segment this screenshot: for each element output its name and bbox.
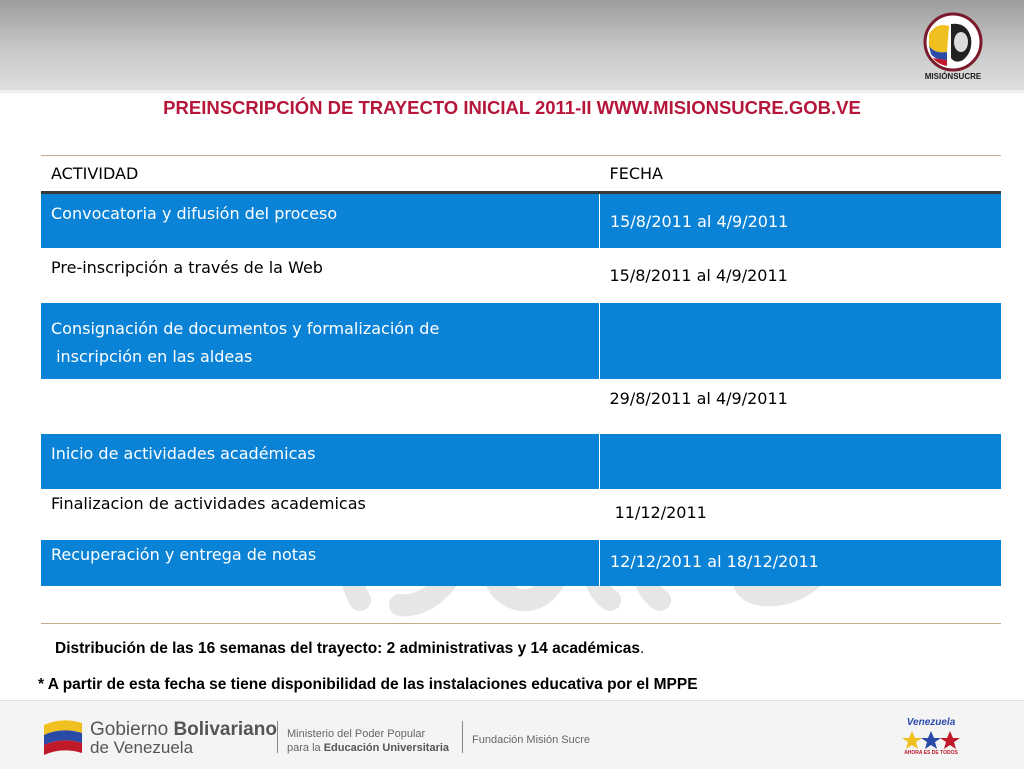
stars-icon (900, 729, 962, 751)
activity-cell: Pre-inscripción a través de la Web (41, 248, 600, 303)
page-title: PREINSCRIPCIÓN DE TRAYECTO INICIAL 2011-II WWW.MISIONSUCRE.GOB.VE (163, 97, 861, 118)
venezuela-wordmark: Venezuela (906, 717, 956, 728)
venezuela-logo (900, 717, 962, 757)
ministry-name: Educación Universitaria (323, 742, 450, 754)
portrait-emblem-icon (917, 12, 989, 72)
activity-cell: Recuperación y entrega de notas (41, 540, 600, 586)
table-header-row (41, 156, 1001, 193)
mision-sucre-logo (917, 12, 989, 90)
venezuela-flag-icon (42, 717, 84, 755)
foundation-label: Fundación Misión Sucre (472, 734, 591, 746)
footer-divider (277, 721, 278, 753)
ministry-line-2 (287, 742, 449, 754)
header-date: FECHA (600, 156, 1002, 193)
table-row (41, 379, 1001, 434)
logo-name: SUCRE (953, 72, 982, 81)
activity-cell: Finalizacion de actividades academicas (41, 489, 600, 540)
venezuela-slogan: AHORA ES DE TODOS (904, 750, 958, 756)
ministry-para: para la (287, 742, 324, 754)
date-cell: 15/8/2011 al 4/9/2011 (600, 248, 1002, 303)
footer-divider (462, 721, 463, 753)
activity-line-1: Consignación de documentos y formalización de (51, 318, 440, 338)
activity-cell (41, 303, 600, 379)
date-cell: 15/8/2011 al 4/9/2011 (600, 193, 1002, 248)
distribution-period: . (639, 640, 645, 657)
logo-prefix: MISIÓN (924, 72, 954, 81)
gobierno-word: Gobierno (90, 719, 174, 740)
schedule-table (41, 155, 1001, 586)
date-cell (600, 303, 1002, 379)
distribution-text: Distribución de las 16 semanas del trayecto: 2 administrativas y 14 académicas (55, 640, 640, 657)
bolivariano-word: Bolivariano (173, 719, 277, 740)
date-cell (600, 434, 1002, 489)
activity-line-2: inscripción en las aldeas (51, 346, 253, 366)
gobierno-line-2: de Venezuela (90, 738, 194, 757)
activity-cell (41, 379, 600, 434)
date-cell: 29/8/2011 al 4/9/2011 (600, 379, 1002, 434)
table-row (41, 193, 1001, 248)
table-row (41, 489, 1001, 540)
table-row (41, 248, 1001, 303)
notes-divider (41, 623, 1001, 624)
date-cell: 11/12/2011 (600, 489, 1002, 540)
activity-cell: Inicio de actividades académicas (41, 434, 600, 489)
distribution-note (55, 640, 644, 658)
table-row (41, 540, 1001, 586)
activity-cell: Convocatoria y difusión del proceso (41, 193, 600, 248)
table-row (41, 434, 1001, 489)
date-cell: 12/12/2011 al 18/12/2011 (600, 540, 1002, 586)
logo-label (917, 72, 989, 81)
ministry-line-1: Ministerio del Poder Popular (287, 728, 426, 740)
table-row (41, 303, 1001, 379)
availability-note: * A partir de esta fecha se tiene disponibilidad de las instalaciones educativa por el MPPE (38, 676, 698, 693)
header-bar (0, 0, 1024, 90)
header-divider (0, 90, 1024, 93)
header-activity: ACTIVIDAD (41, 156, 600, 193)
footer-bar (0, 700, 1024, 769)
